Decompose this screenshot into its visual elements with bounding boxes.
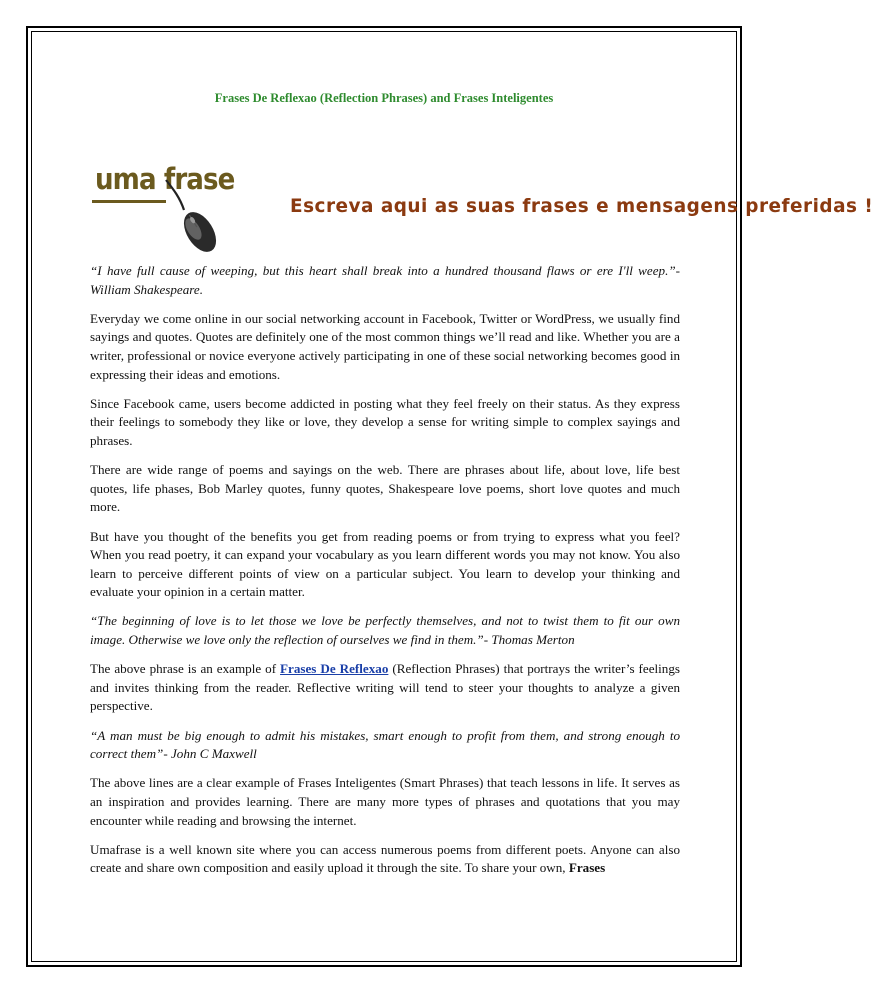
logo-underline — [92, 200, 166, 203]
paragraph-text: Umafrase is a well known site where you can access numerous poems from different poets. Anyone can also create and share own composition and easily upload it through the site. To share your own, — [90, 841, 680, 876]
paragraph-poems-sayings: There are wide range of poems and sayings on the web. There are phrases about life, about love, life best quotes, life phases, Bob Marley quotes, funny quotes, Shakespeare love poems, short love quotes and much more. — [90, 462, 680, 515]
bold-frases: Frases — [568, 860, 606, 876]
quote-shakespeare: “I have full cause of weeping, but this heart shall break into a hundred thousand flaws or ere I'll weep.”- William Shakespeare. — [90, 263, 680, 297]
paragraph-social-networking: Everyday we come online in our social networking account in Facebook, Twitter or WordPress, we usually find sayings and quotes. Quotes are definitely one of the most common things we’ll read and like. Whether you are a writer, professional or novice everyone actively participating in one of these social networking becomes good in expressing their ideas and emotions. — [90, 310, 680, 382]
quote-john-maxwell: “A man must be big enough to admit his mistakes, smart enough to profit from them, and strong enough to correct them”- John C Maxwell — [90, 727, 680, 762]
paragraph-reflection-phrases — [90, 660, 680, 716]
paragraph-smart-phrases: The above lines are a clear example of Frases Inteligentes (Smart Phrases) that teach lessons in life. It serves as an inspiration and provides learning. There are many more types of phrases and quotations that you may encounter while reading and browsing the internet. — [90, 775, 680, 828]
frases-de-reflexao-link[interactable]: Frases De Reflexao — [280, 661, 389, 677]
quote-thomas-merton: “The beginning of love is to let those we love be perfectly themselves, and not to twist them to fit our own image. Otherwise we love only the reflection of ourselves we find in them.”- Thomas Merton — [90, 613, 680, 648]
banner-tagline: Escreva aqui as suas frases e mensagens preferidas ! — [290, 195, 873, 217]
document-title: Frases De Reflexao (Reflection Phrases) and Frases Inteligentes — [214, 91, 554, 105]
paragraph-benefits: But have you thought of the benefits you get from reading poems or from trying to express what you feel? When you read poetry, it can expand your vocabulary as you learn different words you may not know. You also learn to perceive different points of view on a particular subject. You learn to develop your thinking and evaluate your opinion in a certain matter. — [90, 528, 680, 600]
article-body — [90, 262, 680, 889]
paragraph-facebook: Since Facebook came, users become addicted in posting what they feel freely on their status. As they express their feelings to somebody they like or love, they develop a sense for writing simple to complex sayings and phrases. — [90, 395, 680, 448]
umafrase-banner — [88, 150, 873, 258]
paragraph-text: (Reflection Phrases) that portrays the writer’s feelings and invites thinking from the reader. Reflective writing will tend to steer your thoughts to analyze a given perspective. — [90, 661, 680, 714]
banner-logo: uma frase — [95, 162, 235, 196]
computer-mouse-icon — [160, 176, 226, 258]
paragraph-umafrase — [90, 841, 680, 878]
paragraph-text: The above phrase is an example of — [90, 661, 281, 677]
